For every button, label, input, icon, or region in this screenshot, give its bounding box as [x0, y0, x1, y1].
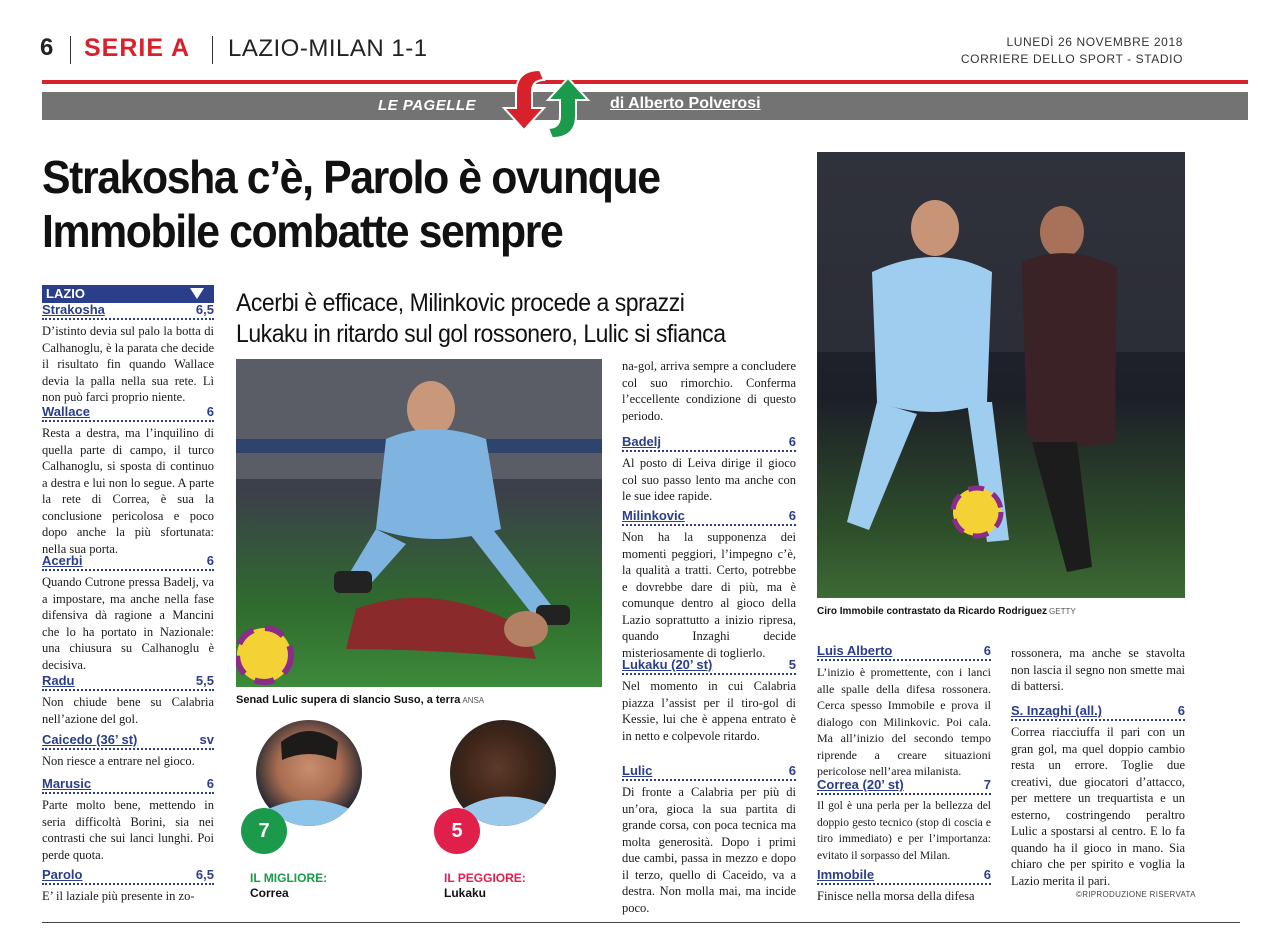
subheadline-line-1: Acerbi è efficace, Milinkovic procede a sprazzi: [236, 289, 685, 317]
player-comment: Correa riacciuffa il pari con un gran gol, ma quel doppio cambio resta un errore. Toglie due creativi, due giocatori d’attacco, per mettere un trequartista e un esterno, costringendo peraltro Lulic a spostarsi al centro. E lo fa quando ha il gioco in mano. Sia chiaro che per spirito e voglia la Lazio merita il pari.: [1011, 725, 1185, 888]
caption-text: Senad Lulic supera di slancio Suso, a terra: [236, 694, 461, 706]
player-name: Radu: [42, 673, 75, 688]
player-name: Parolo: [42, 867, 83, 882]
player-comment: Resta a destra, ma l’inquilino di quella parte di campo, il turco Calhanoglu, si sposta di continuo a destra e lui non lo segue. A parte la rete di Correa, è sua la conclusione pericolosa e poco dopo anche la più sfortunata: nella sua porta.: [42, 426, 214, 556]
continued-paragraph: na-gol, arriva sempre a concludere col suo rimorchio. Conferma l’eccellente condizione di questo periodo.: [622, 359, 796, 423]
player-score: 6: [206, 404, 214, 419]
rating-block: [817, 779, 991, 864]
best-score-badge: 7: [241, 808, 287, 854]
player-name: Correa (20’ st): [817, 777, 904, 792]
page-number: 6: [40, 34, 54, 61]
subheadline-line-2: Lukaku in ritardo sul gol rossonero, Lulic si sfianca: [236, 320, 726, 348]
player-name: Immobile: [817, 867, 875, 882]
rating-block: [42, 778, 214, 863]
player-score: 6: [983, 643, 991, 658]
player-score: 5: [788, 657, 796, 672]
player-comment: D’istinto devia sul palo la botta di Calhanoglu, è la parata che decide il risultato fin quando Wallace devia la palla nella sua rete. Lì non può farci proprio niente.: [42, 324, 214, 404]
worst-label: IL PEGGIORE:: [444, 871, 526, 885]
header-rule: [42, 80, 1248, 84]
best-player-label: [250, 871, 327, 901]
player-score: 5,5: [195, 673, 214, 688]
player-name: Marusic: [42, 776, 92, 791]
player-comment: Nel momento in cui Calabria piazza l’assist per il tiro-gol di Kessie, lui che è appena entrato è in netto e colpevole ritardo.: [622, 679, 796, 743]
subheadline: [236, 288, 770, 350]
player-name: Acerbi: [42, 553, 83, 568]
player-score: sv: [199, 732, 214, 747]
rating-block: [42, 869, 214, 905]
player-comment: Finisce nella morsa della difesa: [817, 889, 975, 903]
pagelle-label: LE PAGELLE: [378, 97, 477, 114]
rating-block: [42, 304, 214, 406]
team-name: LAZIO: [46, 286, 85, 301]
player-score: 6,5: [195, 867, 214, 882]
photo-caption: [817, 606, 1076, 617]
publication-name: CORRIERE DELLO SPORT - STADIO: [960, 52, 1183, 66]
player-score: 6: [206, 553, 214, 568]
caption-agency: GETTY: [1049, 607, 1076, 616]
player-comment: Quando Cutrone pressa Badelj, va a impostare, ma anche nella fase difensiva dà ragione a Mancini che lo ha portato in Nazionale: una chiusura su Calhanoglu è decisiva.: [42, 575, 214, 672]
photo-lulic-suso: [236, 359, 602, 687]
player-comment: Il gol è una perla per la bellezza del doppio gesto tecnico (stop di coscia e tiro immediato) e per l’importanza: evitato il sorpasso del Milan.: [817, 800, 991, 862]
continued-text: [1011, 645, 1185, 695]
player-comment: L’inizio è promettente, con i lanci alle spalle della difesa rossonera. Cerca spesso Immobile e prova il dialogo con Milinkovic. Poi cala. Ma all’inizio del secondo tempo riprende a creare situazioni pericolose nell’area milanista.: [817, 665, 991, 778]
rating-block: [1011, 705, 1185, 889]
photo-caption: [236, 694, 484, 706]
player-score: 6: [983, 867, 991, 882]
worst-player-label: [444, 871, 526, 901]
caption-agency: ANSA: [462, 696, 485, 705]
publication-date: LUNEDÌ 26 NOVEMBRE 2018: [1006, 35, 1183, 49]
player-name: S. Inzaghi (all.): [1011, 703, 1103, 718]
headline: [42, 150, 758, 258]
player-comment: E’ il laziale più presente in zo-: [42, 889, 195, 903]
player-comment: Al posto di Leiva dirige il gioco col suo passo lento ma anche con le sue idee rapide.: [622, 456, 796, 503]
rating-block: [622, 659, 796, 744]
player-name: Strakosha: [42, 302, 105, 317]
player-name: Milinkovic: [622, 508, 685, 523]
match-title: LAZIO-MILAN 1-1: [228, 35, 428, 62]
rating-block: [817, 645, 991, 780]
rating-block: [42, 734, 214, 770]
worst-score-badge: 5: [434, 808, 480, 854]
triangle-down-icon: [190, 288, 204, 299]
player-name: Luis Alberto: [817, 643, 893, 658]
player-name: Wallace: [42, 404, 90, 419]
author-byline: di Alberto Polverosi: [610, 95, 761, 112]
rating-block: [817, 869, 991, 905]
player-comment: Di fronte a Calabria per più di un’ora, gioca la sua partita di grande corsa, con poca tecnica ma molta generosità. Dopo i primi due cambi, passa in mezzo e dopo il terzo, quello di Caceido, va a destra. Non molla mai, ma incide poco.: [622, 785, 796, 915]
player-name: Lukaku (20’ st): [622, 657, 713, 672]
section-title: SERIE A: [84, 34, 191, 62]
bottom-rule: [42, 922, 1240, 923]
best-label: IL MIGLIORE:: [250, 871, 328, 885]
rating-block: [622, 436, 796, 505]
rating-block: [42, 406, 214, 557]
player-score: 6: [788, 763, 796, 778]
player-comment: Non ha la supponenza dei momenti peggiori, l’impegno c’è, la qualità a tratti. Certo, potrebbe e dovrebbe dare di più, ma è comunque dentro al gioco della Lazio soprattutto a inizio ripresa, quando Inzaghi decide misteriosamente di toglierlo.: [622, 530, 796, 660]
best-player-name: Correa: [250, 886, 289, 900]
player-name: Lulic: [622, 763, 653, 778]
rating-block: [42, 675, 214, 727]
up-down-arrows-icon: [500, 66, 592, 142]
player-score: 7: [983, 777, 991, 792]
player-score: 6: [206, 776, 214, 791]
date-line: [883, 34, 1183, 68]
rating-block: [622, 765, 796, 916]
team-bar: [42, 285, 214, 303]
player-comment: Non chiude bene su Calabria nell’azione del gol.: [42, 695, 214, 726]
rating-block: [622, 510, 796, 661]
player-comment: Parte molto bene, mettendo in seria difficoltà Borini, sia nei contrasti che sui lanci lunghi. Poi perde quota.: [42, 798, 214, 862]
worst-player-name: Lukaku: [444, 886, 487, 900]
copyright-notice: ©RIPRODUZIONE RISERVATA: [1076, 890, 1196, 899]
continued-text: [622, 358, 796, 424]
header-divider: [212, 36, 213, 64]
photo-immobile-rodriguez: [817, 152, 1185, 598]
header-divider: [70, 36, 71, 64]
player-name: Caicedo (36’ st): [42, 732, 138, 747]
headline-line-1: Strakosha c’è, Parolo è ovunque: [42, 151, 660, 203]
continued-paragraph: rossonera, ma anche se stavolta non lascia il segno non smette mai di battersi.: [1011, 646, 1185, 693]
player-score: 6,5: [195, 302, 214, 317]
player-score: 6: [788, 508, 796, 523]
player-comment: Non riesce a entrare nel gioco.: [42, 754, 195, 768]
player-name: Badelj: [622, 434, 662, 449]
player-score: 6: [788, 434, 796, 449]
rating-block: [42, 555, 214, 673]
player-score: 6: [1177, 703, 1185, 718]
headline-line-2: Immobile combatte sempre: [42, 205, 563, 257]
caption-text: Ciro Immobile contrastato da Ricardo Rodriguez: [817, 606, 1048, 617]
